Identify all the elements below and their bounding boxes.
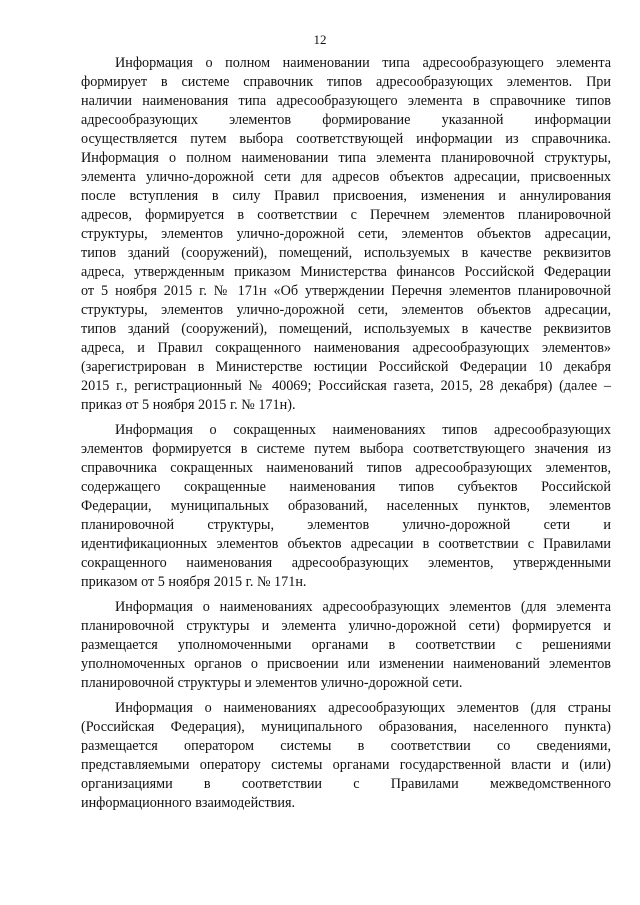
- paragraph: [81, 54, 611, 415]
- text-line: наличии наименования типа адресообразующего элемента в справочнике типов: [81, 93, 611, 109]
- text-line: размещается уполномоченными органами в соответствии с решениями: [81, 637, 611, 653]
- text-line: организациями в соответствии с Правилами межведомственного: [81, 776, 611, 792]
- text-line: идентификационных элементов объектов адресации в соответствии с Правилами: [81, 536, 611, 552]
- page-number: 12: [313, 32, 327, 47]
- text-line: Информация о полном наименовании типа адресообразующего элемента: [115, 55, 611, 71]
- text-line: элемента улично-дорожной сети для адресов объектов адресации, присвоенных: [81, 169, 611, 185]
- text-line: элементов формируется в системе путем выбора соответствующего значения из: [81, 441, 611, 457]
- text-line: Информация о наименованиях адресообразующих элементов (для страны: [115, 700, 611, 716]
- paragraph: [81, 699, 611, 813]
- text-line: адреса, и Правил сокращенного наименования адресообразующих элементов»: [81, 340, 611, 356]
- text-line: (Российская Федерация), муниципального образования, населенного пункта): [81, 719, 611, 735]
- text-line: размещается оператором системы в соответствии со сведениями,: [81, 738, 611, 754]
- text-line: уполномоченных органов о присвоении или изменении наименований элементов: [81, 656, 611, 672]
- text-line: приказом от 5 ноября 2015 г. № 171н.: [81, 574, 307, 590]
- text-line: планировочной структуры, элементов улично-дорожной сети и: [81, 517, 611, 533]
- text-line: адресообразующих элементов формирование указанной информации: [81, 112, 611, 128]
- text-line: сокращенного наименования адресообразующих элементов, утвержденными: [81, 555, 611, 571]
- text-line: Информация о наименованиях адресообразующих элементов (для элемента: [115, 599, 611, 615]
- text-line: справочника сокращенных наименований типов адресообразующих элементов,: [81, 460, 611, 476]
- text-line: 2015 г., регистрационный № 40069; Российская газета, 2015, 28 декабря) (далее –: [81, 378, 611, 394]
- text-line: (зарегистрирован в Министерстве юстиции Российской Федерации 10 декабря: [81, 359, 611, 375]
- text-line: Информация о полном наименовании типа элемента планировочной структуры,: [81, 150, 611, 166]
- paragraph: [81, 421, 611, 592]
- text-line: после вступления в силу Правил присвоения, изменения и аннулирования: [81, 188, 611, 204]
- text-line: приказ от 5 ноября 2015 г. № 171н).: [81, 397, 296, 413]
- text-line: структуры, элементов улично-дорожной сети, элементов объектов адресации,: [81, 302, 611, 318]
- text-line: типов зданий (сооружений), помещений, используемых в качестве реквизитов: [81, 321, 611, 337]
- text-line: типов зданий (сооружений), помещений, используемых в качестве реквизитов: [81, 245, 611, 261]
- text-line: информационного взаимодействия.: [81, 795, 296, 811]
- text-line: от 5 ноября 2015 г. № 171н «Об утверждении Перечня элементов планировочной: [81, 283, 611, 299]
- text-line: адресов, формируется в соответствии с Перечнем элементов планировочной: [81, 207, 611, 223]
- text-line: структуры, элементов улично-дорожной сети, элементов объектов адресации,: [81, 226, 611, 242]
- text-line: планировочной структуры и элементов улично-дорожной сети.: [81, 675, 463, 691]
- text-line: представляемыми оператору системы органами государственной власти и (или): [81, 757, 611, 773]
- text-line: планировочной структуры и элемента улично-дорожной сети) формируется и: [81, 618, 611, 634]
- text-line: содержащего сокращенные наименования типов субъектов Российской: [81, 479, 611, 495]
- text-line: Информация о сокращенных наименованиях типов адресообразующих: [115, 422, 611, 438]
- text-line: адреса, утвержденным приказом Министерства финансов Российской Федерации: [81, 264, 611, 280]
- body-text: [81, 54, 611, 813]
- text-line: Федерации, муниципальных образований, населенных пунктов, элементов: [81, 498, 611, 514]
- text-line: осуществляется путем выбора соответствующей информации из справочника.: [81, 131, 611, 147]
- text-line: формирует в системе справочник типов адресообразующих элементов. При: [81, 74, 611, 90]
- paragraph: [81, 598, 611, 693]
